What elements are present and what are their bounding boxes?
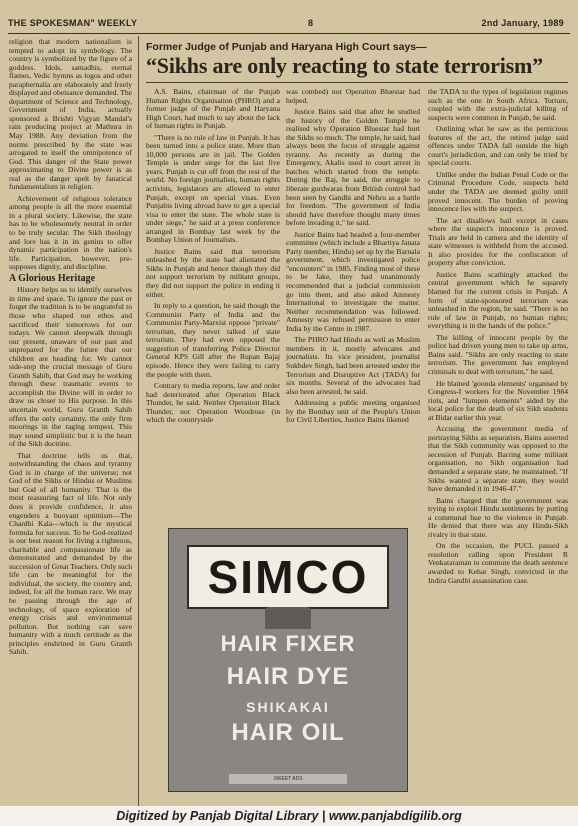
col1-para-1: religion that modern nationalism is tempted to adopt its symbology. The country is symbolized by the figure of a goddess. Idols, samadhis, eternal flames, Vedic hymns as logos and other paraphernalia are elaborately and freely displayed and obeisance demanded. The department of Science and Technology, Government of India, actually sponsored a Brishti Vigyan Mandal's rain producing project at Mathura in May 1988. Any deviation from the norms prescribed by the state was arrogated to itself the omnipotence of God. This danger of the State power approximating to Divine power is as real as the danger spelt by fanatical fundamentalism in religion. [9,37,132,192]
col3-para-3: Justice Bains had headed a four-member committee (which include a Bhartiya Janata Party member, Hindu) set up by the Barnala government, which investigated police "encounters" in 1985. Finding most of these to be fake, they had unanimously recommended that a judicial commission go into them, and also asked Amnesty International to investigate the matter. Neither recommendation was followed. Amnesty was refused permission to enter India by the Centre in 1987. [286,229,420,333]
column-1 [9,38,132,660]
col3-para-1: was combed) nor Operation Bluestar had helped. [286,87,420,105]
column-4 [428,88,568,588]
bottle-neck-graphic [265,607,311,629]
col2-para-3: Justice Bains said that terrorism unleashed by the state had alienated the Sikhs in Punjab and hence though they did not support terrorism by militant groups, they did not support the police in ending it either. [146,246,280,299]
publication-name: THE SPOKESMAN" WEEKLY [8,18,138,28]
subheading-glorious-heritage: A Glorious Heritage [9,272,96,284]
column-2 [146,88,280,428]
col4-para-6: The killing of innocent people by the police had driven young men to take up arms, Bains said. "Sikhs are only reacting to state terrorism. The government has employed criminals to deal with terrorism," he said. [428,332,568,376]
ad-line-hair-dye: HAIR DYE [226,663,350,690]
column-divider [138,36,139,811]
ad-line-shikakai: SHIKAKAI [246,699,330,715]
simco-logo: SIMCO [207,551,369,603]
col3-para-2: Justice Bains said that after he studied the history of the Golden Temple he realised why Operation Bluestar had hurt the Sikhs so much. The temple, he said, had always been the focus of struggle against tyranny. As recently as during the Emergency, Akalis used to court arrest in batches which started from the temple. During the Raj, he said, the struggle to liberate gurdwaras from British control had been seen by Gandhi and Nehru as a battle for freedom. "The government of India should have therefore thought many times before invading it," he said. [286,107,420,228]
column-3 [286,88,420,428]
col4-para-3: Unlike under the Indian Penal Code or the Criminal Procedure Code, suspects held under the TADA are deemed guilty until proved innocent. The burden of proving innocence lies with the suspect. [428,169,568,214]
col4-para-1: the TADA to the types of legislation regimes such as the one in South Africa. Torture, coupled with the extra-judicial killing of suspects were common in Punjab, he said. [428,87,568,122]
col4-para-9: Bains charged that the government was trying to exploit Hindu sentiments by putting a communal hue to the violence in Punjab. He denied that there was any Hindu-Sikh rivalry in that state. [428,495,568,539]
article-headline: “Sikhs are only reacting to state terrorism” [146,53,543,78]
col4-para-10: On the occasion, the PUCL passed a resolution calling upon President R Venkataraman to commute the death sentence awarded to Kehar Singh, convicted in the Indira Gandhi assassination case. [428,541,568,585]
col4-para-7: He blamed 'goonda elements' organised by Congress-I workers for the November 1984 riots, and "lumpen elements" aided by the local police for the death of six Sikh students at Bidar earlier this year. [428,378,568,422]
headline-rule [146,82,568,83]
col2-para-1: A.S. Bains, chairman of the Punjab Human Rights Organisation (PHRO) and a former judge of the Punjab and Haryana High Court, had much to say about the lack of human rights in Punjab. [146,87,280,131]
page-number: 8 [308,18,314,28]
col2-para-2: "There is no rule of law in Punjab. It has been turned into a police state. More than 10,000 persons are in jail. The Golden Temple is under siege for the last five years. Punjab is cut off from the rest of the world. No foreign journalists, human rights activists, legislators are allowed to enter Punjab, except on special visas. Even Punjabis living abroad have to get a special visa to enter the state. The whole state is under siege," he said at a press conference arranged in Bombay last week by the Bombay Union of Journalists. [146,132,280,245]
ad-agency-credit: SWEET ADS [229,774,347,784]
digitization-credit: Digitized by Panjab Digital Library | www.panjabdigilib.org [0,806,578,826]
article-kicker: Former Judge of Punjab and Haryana High Court says— [146,41,427,53]
masthead-rule [8,33,570,34]
masthead [8,14,570,32]
col4-para-2: Outlining what he saw as the pernicious features of the act, the retired judge said offences under TADA fall outside the high court's jurisdiction, and can only be tried by special courts. [428,124,568,168]
col3-para-5: Addressing a public meeting organised by the Bombay unit of the People's Union for Civil Liberties, Justice Bains likened [286,398,420,425]
col1-para-4: That doctrine tells us that, notwithstanding the chaos and tyranny God is in charge of the universe; not God of the Sikhs or Hindus or Muslims but God of all humanity. That is the most reassuring fact of life. Not only does it provide confidence, it also engenders a buoyant optimism—The Chardhi Kala—which is the mystical formula for success. To be God-realized is our best reason for living a righteous, charitable and compassionate life as demonstrated and demanded by the succession of Great Teachers. Only such life can be meaningful for the individual, the society, the country and, indeed, for all the human race. We may be passing through the age of technology, of space exploration of energy crisis and environmental pollution. But nothing can save humanity with a much certitude as the principles enshrined in Guru Granth Sahib. [9,450,132,657]
ad-line-hair-fixer: HAIR FIXER [220,631,356,656]
col4-para-4: The act disallows bail except in cases where the suspect's innocence is proved. Trials are held in camera and the identity of state witnesses is withheld from the accused. It also provides for the confiscation of property after conviction. [428,215,568,268]
col2-para-5: Contrary to media reports, law and order had deteriorated after Operation Black Thunder, he said. Neither Operation Black Thunder, nor Operation Woodrose (in which the countryside [146,381,280,425]
simco-advertisement [168,528,408,792]
col3-para-4: The PHRO had Hindu as well as Muslim members in it, mostly advocates and journalists. Its vice president, journalist Sukhdev Singh, had been arrested under the Terrorism and Disruptive Act (TADA) for six months. Several of the advocates had also been arrested, he said. [286,335,420,396]
col4-para-8: Accusing the government media of portraying Sikhs as separatists, Bains asserted that the Sikh community was opposed to the secession of Punjab. Barring some militant organisation, no Sikh organisation had demanded a separate state, he maintained. "If Sikhs wanted a separate state, they would have demanded it in 1946-47." [428,424,568,494]
ad-line-hair-oil: HAIR OIL [231,719,345,746]
col1-para-2: Achievement of religious tolerance among people is all the more essential in a plural society. Likewise, the state has to be wholesomely neutral in order to be truly secular. The Sikh theology and lore has it in its genius to offer dynamic participation in the nation's life. Participation, however, pre-supposes dignity, and discipline. [9,193,132,272]
col2-para-4: In reply to a question, he said though the Communist Party of India and the Communist Party-Marxist oppose "private" terrorism, they never talked of state terrorism. They had even opposed the suggestion of transferring Police Director General KPS Gill after the Rupan Bajaj episode. Hence they were failing to carry the people with them. [146,301,280,379]
issue-date: 2nd January, 1989 [481,18,564,28]
col4-para-5: Justice Bains scathingly attacked the central government which he squarely blamed for the current crisis in Punjab. A form of state-sponsored terrorism was unleashed in the region, he said. "There is no rule of law in Punjab, no human rights; everything is in the hands of the police." [428,269,568,331]
col1-para-3: History helps us to identify ourselves in time and space. To ignore the past or forget the tradition is to be ungrateful to those who shaped our ethos and sacrificed their tomorrows for our todays. We cannot sleepwalk through our present, unaware of our past and unprepared for the future that our children are heading for. We cannot side-step the crucial message of Guru Granth Sahib, that God may be working through these traumatic events to accomplish the Divine will in order to draw us closer to His purpose. In this uncertain world, Guru Granth Sahib offers the only certainty, the only firm moorings in the raging tempest. This may sound simplistic but it is the heart of the Sikh doctrine. [9,285,132,449]
simco-logo-box [187,545,389,609]
